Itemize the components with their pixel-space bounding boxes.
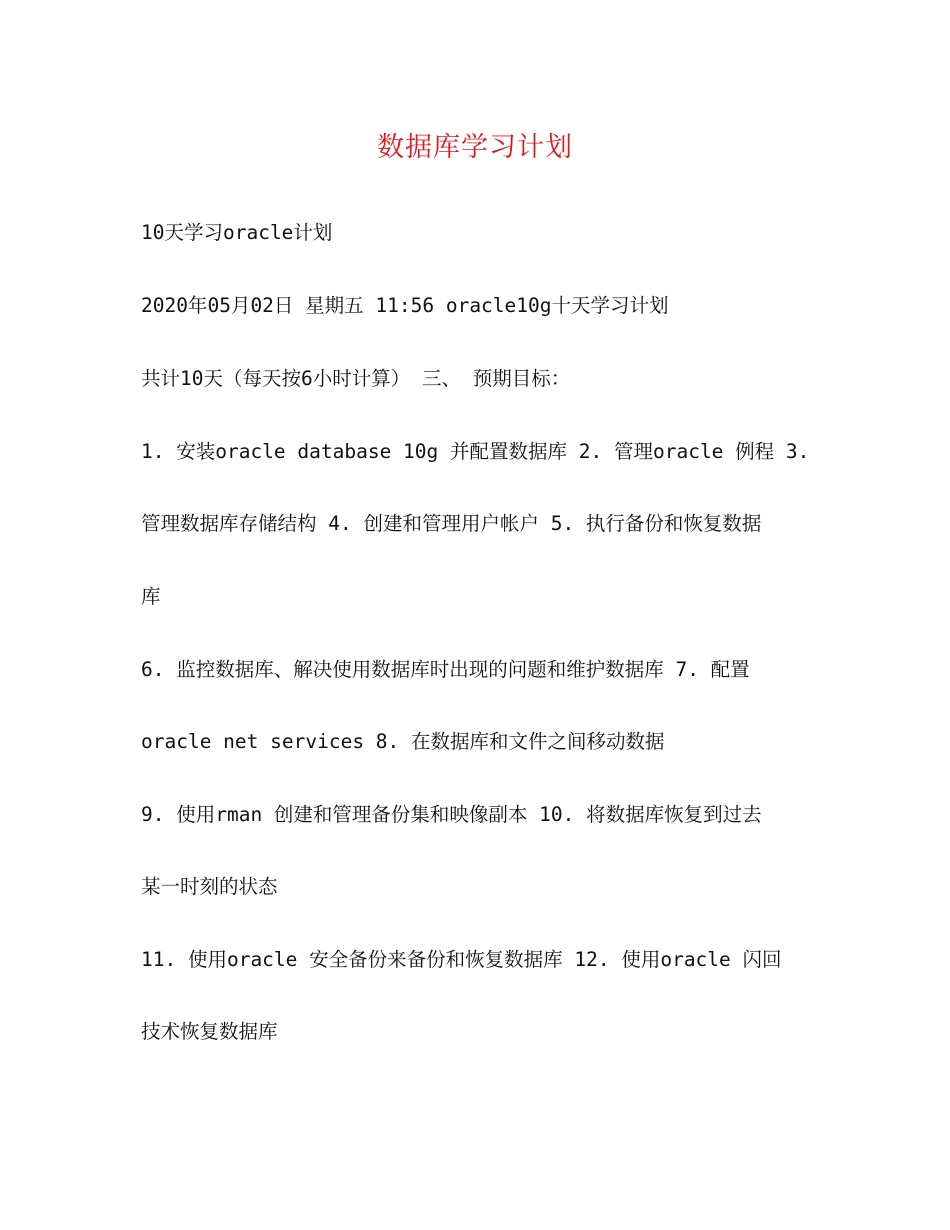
paragraph-line: 10天学习oracle计划 xyxy=(141,221,333,244)
paragraph-line: 管理数据库存储结构 4. 创建和管理用户帐户 5. 执行备份和恢复数据 xyxy=(141,512,762,535)
paragraph-line: 9. 使用rman 创建和管理备份集和映像副本 10. 将数据库恢复到过去 xyxy=(141,803,762,826)
paragraph-line: 11. 使用oracle 安全备份来备份和恢复数据库 12. 使用oracle 闪回 xyxy=(141,948,782,971)
paragraph-line: 2020年05月02日 星期五 11:56 oracle10g十天学习计划 xyxy=(141,294,669,317)
paragraph-line: oracle net services 8. 在数据库和文件之间移动数据 xyxy=(141,730,665,753)
paragraph-line: 某一时刻的状态 xyxy=(141,875,278,898)
paragraph-line: 共计10天（每天按6小时计算） 三、 预期目标： xyxy=(141,367,571,390)
paragraph-line: 1. 安装oracle database 10g 并配置数据库 2. 管理oracle 例程 3. xyxy=(141,440,810,463)
paragraph-line: 技术恢复数据库 xyxy=(141,1020,278,1043)
paragraph-line: 6. 监控数据库、解决使用数据库时出现的问题和维护数据库 7. 配置 xyxy=(141,658,750,681)
paragraph-line: 库 xyxy=(141,585,161,608)
document-title: 数据库学习计划 xyxy=(377,132,573,163)
